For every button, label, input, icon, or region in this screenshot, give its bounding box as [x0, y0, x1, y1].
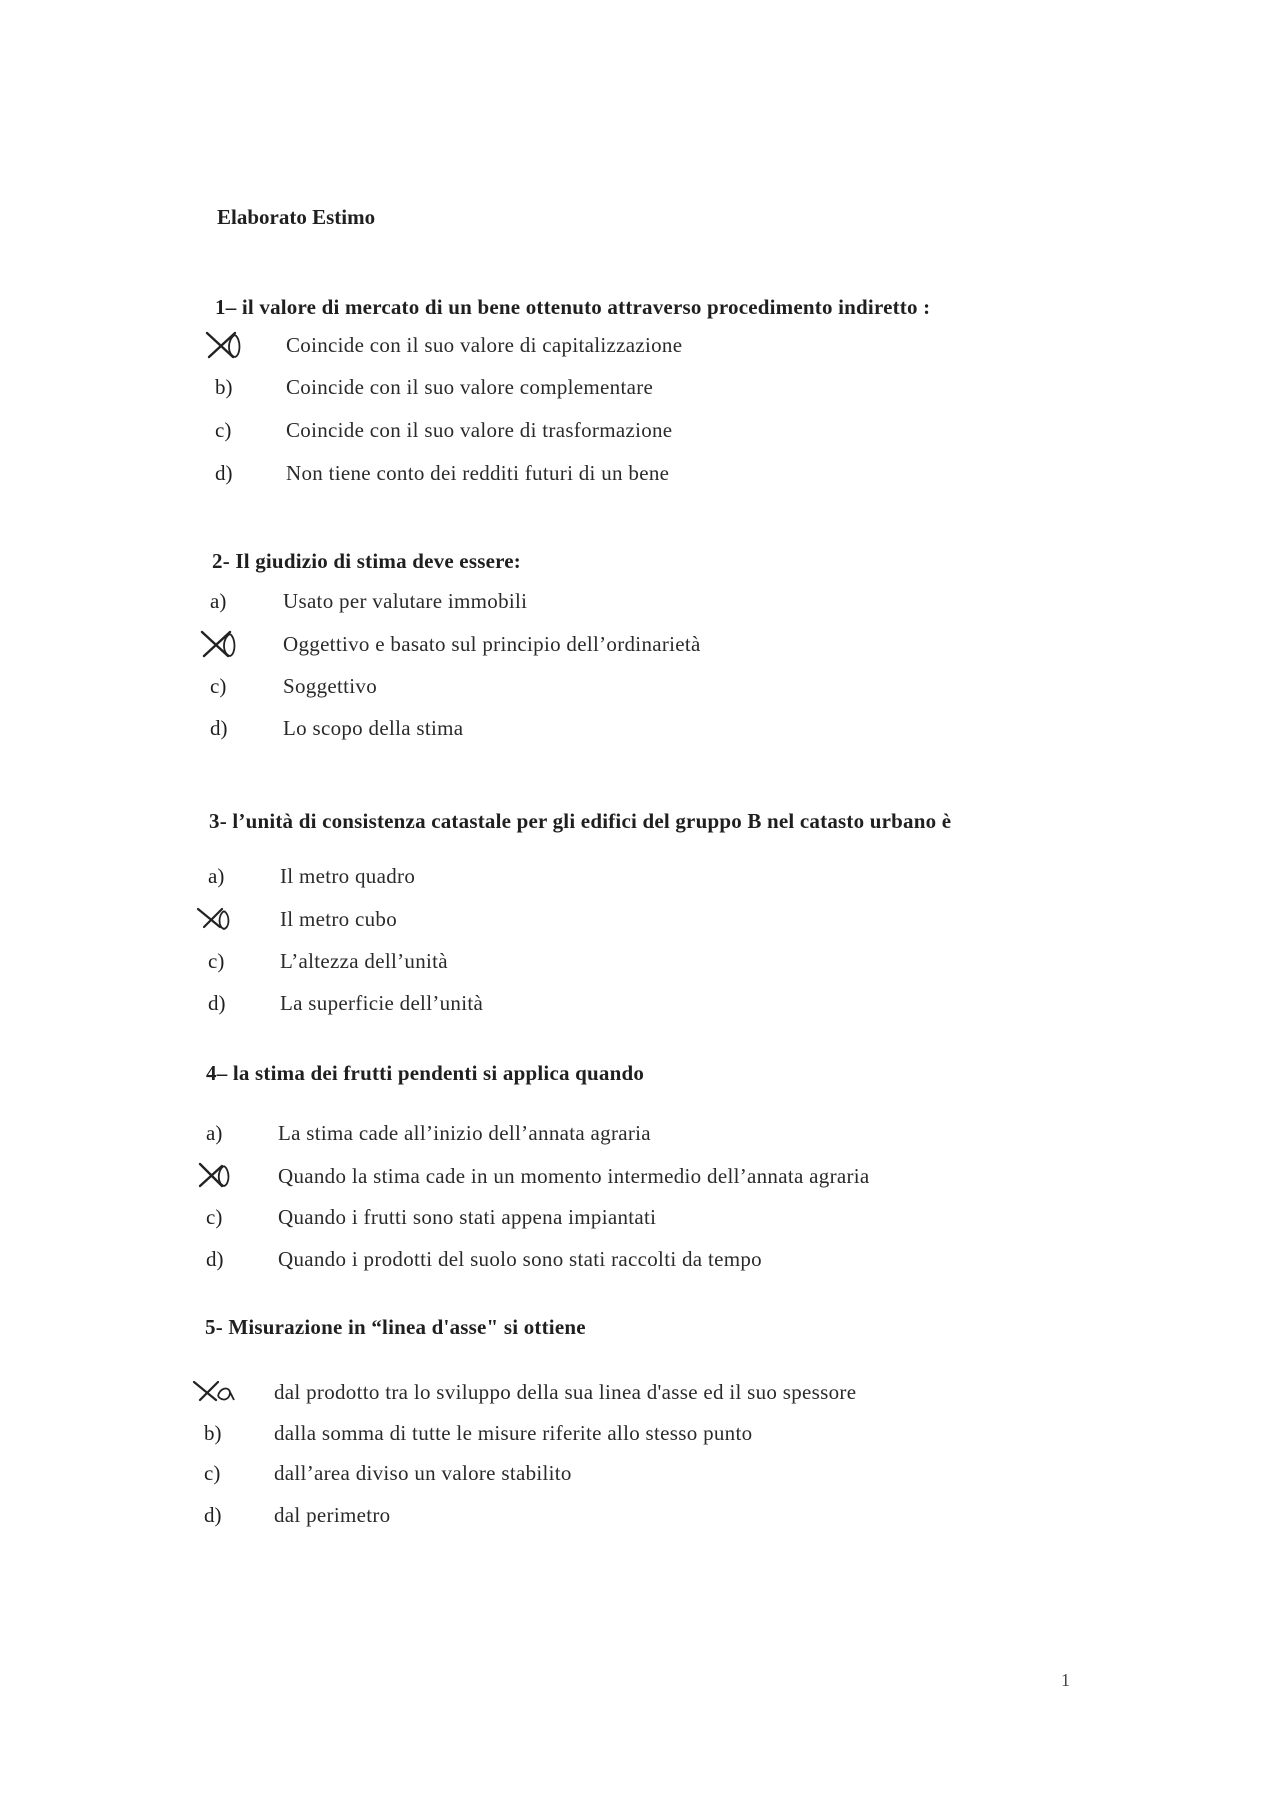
option-text: La superficie dell’unità	[280, 991, 484, 1015]
option-letter: d)	[206, 1247, 224, 1271]
option-letter: b)	[215, 375, 233, 399]
option-letter: b)	[204, 1421, 222, 1445]
option-b[interactable]	[206, 1164, 1166, 1194]
option-text: Coincide con il suo valore di trasformazione	[286, 418, 673, 442]
option-letter: c)	[215, 418, 232, 442]
option-text: dal prodotto tra lo sviluppo della sua linea d'asse ed il suo spessore	[274, 1380, 857, 1404]
option-d[interactable]	[210, 716, 1110, 746]
option-text: Quando i frutti sono stati appena impiantati	[278, 1205, 657, 1229]
cross-check-mark-icon	[200, 628, 248, 662]
option-text: Non tiene conto dei redditi futuri di un bene	[286, 461, 670, 485]
option-b[interactable]	[210, 632, 1110, 662]
option-a[interactable]	[204, 1380, 1164, 1410]
option-c[interactable]	[204, 1461, 1164, 1491]
option-a[interactable]	[210, 589, 1110, 619]
page-number: 1	[1061, 1670, 1070, 1690]
option-letter: d)	[210, 716, 228, 740]
question-title: 4– la stima dei frutti pendenti si applica quando	[206, 1061, 645, 1085]
option-letter: c)	[210, 674, 227, 698]
question-title: 5- Misurazione in “linea d'asse" si ottiene	[205, 1315, 586, 1339]
option-letter: a)	[210, 589, 227, 613]
option-letter: d)	[215, 461, 233, 485]
option-b[interactable]	[208, 907, 1108, 937]
option-b[interactable]	[204, 1421, 1164, 1451]
option-d[interactable]	[208, 991, 1108, 1021]
option-text: dal perimetro	[274, 1503, 391, 1527]
option-letter: c)	[208, 949, 225, 973]
option-letter: a)	[206, 1121, 223, 1145]
option-letter: d)	[204, 1503, 222, 1527]
option-text: Il metro quadro	[280, 864, 416, 888]
question-title: 1– il valore di mercato di un bene ottenuto attraverso procedimento indiretto :	[215, 295, 931, 319]
cross-check-mark-icon	[205, 329, 253, 363]
option-text: Lo scopo della stima	[283, 716, 464, 740]
question-title: 3- l’unità di consistenza catastale per gli edifici del gruppo B nel catasto urbano è	[209, 809, 952, 833]
option-c[interactable]	[215, 418, 1115, 448]
option-text: La stima cade all’inizio dell’annata agraria	[278, 1121, 651, 1145]
option-letter: d)	[208, 991, 226, 1015]
option-d[interactable]	[206, 1247, 1166, 1277]
option-letter: c)	[204, 1461, 221, 1485]
question-title: 2- Il giudizio di stima deve essere:	[212, 549, 521, 573]
document-title: Elaborato Estimo	[217, 205, 376, 229]
option-text: L’altezza dell’unità	[280, 949, 448, 973]
option-text: dall’area diviso un valore stabilito	[274, 1461, 572, 1485]
option-a[interactable]	[206, 1121, 1166, 1151]
option-c[interactable]	[208, 949, 1108, 979]
option-text: Quando i prodotti del suolo sono stati raccolti da tempo	[278, 1247, 762, 1271]
option-c[interactable]	[210, 674, 1110, 704]
cross-check-mark-icon	[194, 1376, 242, 1410]
cross-check-mark-icon	[198, 903, 246, 937]
option-a[interactable]	[208, 864, 1108, 894]
option-d[interactable]	[204, 1503, 1164, 1533]
option-text: Coincide con il suo valore complementare	[286, 375, 654, 399]
option-text: Quando la stima cade in un momento intermedio dell’annata agraria	[278, 1164, 870, 1188]
option-text: Coincide con il suo valore di capitalizzazione	[286, 333, 683, 357]
option-text: Soggettivo	[283, 674, 378, 698]
option-letter: a)	[208, 864, 225, 888]
option-text: Usato per valutare immobili	[283, 589, 528, 613]
option-b[interactable]	[215, 375, 1115, 405]
option-a[interactable]	[215, 333, 1115, 363]
option-text: dalla somma di tutte le misure riferite allo stesso punto	[274, 1421, 753, 1445]
option-text: Il metro cubo	[280, 907, 398, 931]
option-letter: c)	[206, 1205, 223, 1229]
option-text: Oggettivo e basato sul principio dell’ordinarietà	[283, 632, 701, 656]
option-d[interactable]	[215, 461, 1115, 491]
option-c[interactable]	[206, 1205, 1166, 1235]
cross-check-mark-icon	[196, 1160, 244, 1194]
